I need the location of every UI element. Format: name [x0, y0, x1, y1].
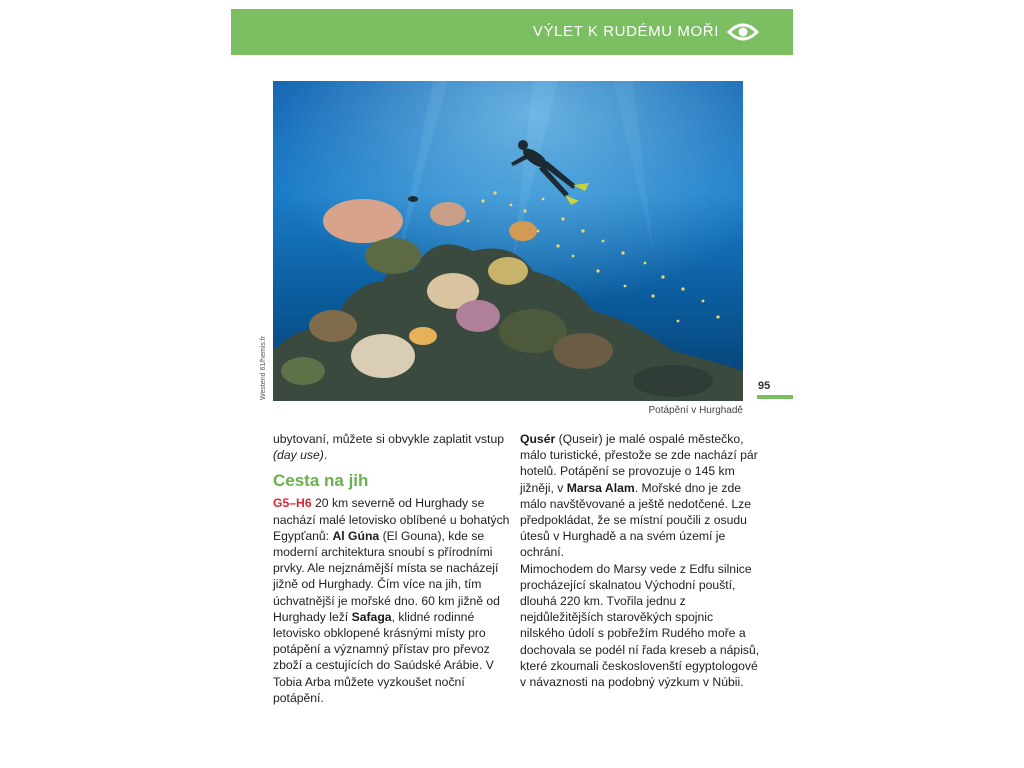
left-column	[273, 431, 513, 706]
underwater-photo	[273, 81, 743, 401]
south-route-paragraph: G5–H6 20 km severně od Hurghady se nachází malé letovisko oblíbené u bohatých Egypťanů: Al Gúna (El Gouna), kde se moderní architektura snoubí s přírodními prvky. Ale nejznámější místa se nacházejí jižně od Hurghady. Čím více na jih, tím úchvatnější je mořské dno. 60 km jižně od Hurghady leží Safaga, klidné rodinné letovisko obklopené krásnými místy pro potápění a významný přístav pro převoz zboží a cestujících do Saúdské Arábie. V Tobia Arba můžete vyzkoušet noční potápění.	[273, 496, 510, 705]
photo-credit: Westend 61/hemis.fr	[260, 335, 267, 400]
place-marsa-alam: Marsa Alam	[566, 480, 635, 495]
eye-icon	[727, 22, 759, 42]
page-number-rule	[757, 395, 793, 399]
page-number: 95	[758, 380, 771, 392]
quseir-paragraph: Qusér (Quseir) je malé ospalé městečko, málo turistické, přestože se zde nachází pár hotelů. Potápění se provozuje o 145 km jižněji, v Marsa Alam. Mořské dno je zde málo navštěvované a ještě nedotčené. Lze předpokládat, že se místní poučili z osudu útesů v Hurghadě a na svém území je ochrání.	[520, 432, 758, 560]
photo-caption: Potápění v Hurghadě	[648, 405, 743, 416]
place-quser: Qusér	[520, 432, 556, 446]
header-bar	[231, 9, 793, 55]
map-grid-reference: G5–H6	[273, 496, 312, 511]
place-safaga: Safaga	[351, 609, 392, 624]
intro-paragraph: ubytovaní, můžete si obvykle zaplatit vstup (day use).	[273, 432, 505, 463]
marsa-road-paragraph: Mimochodem do Marsy vede z Edfu silnice procházející skalnatou Východní pouští, dlouhá 220 km. Tvořila jednu z nejdůležitějších starověkých spojnic nilského údolí s pobřežím Rudého moře a dochovala se podél ní řada kreseb a nápisů, které zkoumali českoslovenští egyptologové v návaznosti na podobný výzkum v Núbii.	[520, 561, 760, 690]
place-al-guna: Al Gúna	[332, 528, 380, 543]
section-heading: Cesta na jih	[273, 471, 369, 491]
header-title: VÝLET K RUDÉMU MOŘI	[532, 23, 719, 40]
right-column	[520, 431, 760, 690]
